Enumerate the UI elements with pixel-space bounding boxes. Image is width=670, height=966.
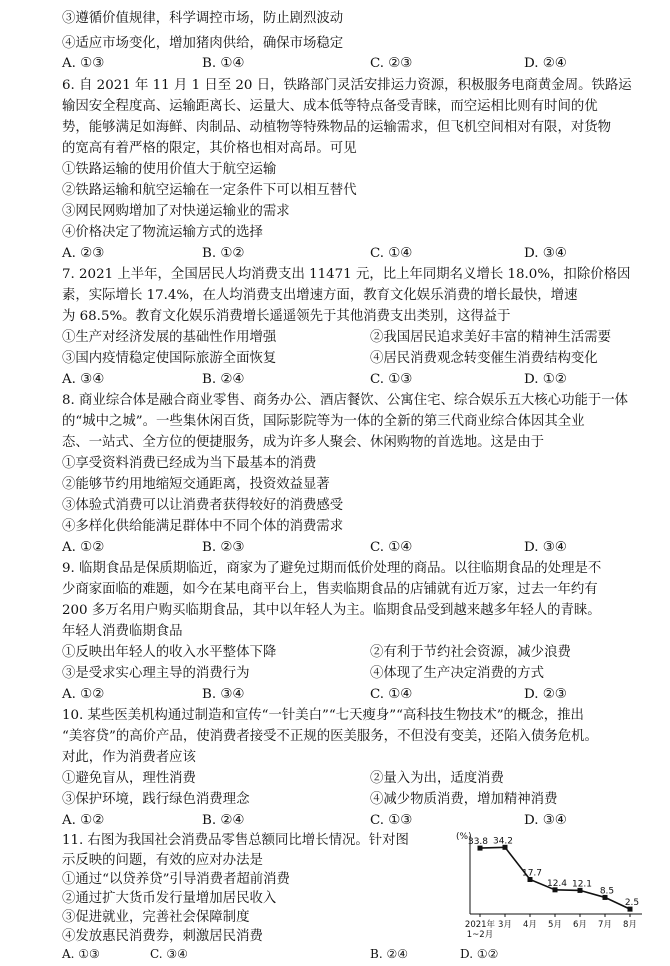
chart-value-label: 12.4 [546, 878, 568, 889]
q7-stem-line: 为 68.5%。教育文化娱乐消费增长遥遥领先于其他消费支出类别，这得益于 [62, 309, 511, 324]
q6-answer-c: C. ①④ [370, 246, 413, 261]
q10-answer-d: D. ③④ [524, 813, 567, 828]
q6-option-3: ③网民网购增加了对快递运输业的需求 [62, 204, 290, 219]
q8-answer-a: A. ①② [62, 540, 105, 555]
q8-answer-d: D. ③④ [524, 540, 567, 555]
chart-value-label: 34.2 [492, 836, 514, 847]
q7-option-1: ①生产对经济发展的基础性作用增强 [62, 330, 277, 345]
q11-option-1: ①通过“以贷养贷”引导消费者超前消费 [62, 872, 290, 887]
chart-x-tick-sublabel: 1~2月 [466, 930, 494, 940]
q8-option-1: ①享受资料消费已经成为当下最基本的消费 [62, 456, 317, 471]
q8-stem-line: 态、一站式、全方位的便捷服务，成为许多人聚会、休闲购物的首选地。这是由于 [62, 435, 545, 450]
q8-option-2: ②能够节约用地缩短交通距离，投资效益显著 [62, 477, 330, 492]
q9-stem-line: 少商家面临的难题，如今在某电商平台上，售卖临期食品的店铺就有近万家，过去一年约有 [62, 582, 598, 597]
chart-x-tick-label: 8月 [623, 920, 637, 930]
retail-growth-chart [450, 828, 650, 940]
q10-answer-b: B. ②④ [202, 813, 245, 828]
q8-stem-line: 的“城中之城”。一些集休闲百货，国际影院等为一体的全新的第三代商业综合体因其全业 [62, 414, 585, 429]
q9-option-2: ②有利于节约社会资源，减少浪费 [370, 645, 571, 660]
q7-answer-a: A. ③④ [62, 372, 105, 387]
q6-stem-line: 6. 自 2021 年 11 月 1 日至 20 日，铁路部门灵活安排运力资源，积极服务电商黄金周。铁路运 [62, 78, 632, 93]
q7-answer-b: B. ②④ [202, 372, 245, 387]
q6-stem-line: 的宽高有着严格的限定，其价格也相对高昂。可见 [62, 141, 357, 156]
chart-x-tick-label: 5月 [548, 920, 562, 930]
q7-stem-line: 素，实际增长 17.4%，在人均消费支出增速方面，教育文化娱乐消费的增长最快，增速 [62, 288, 578, 303]
q7-option-3: ③国内疫情稳定使国际旅游全面恢复 [62, 351, 277, 366]
q8-option-3: ③体验式消费可以让消费者获得较好的消费感受 [62, 498, 344, 513]
q11-answer-b: B. ②④ [370, 947, 408, 961]
chart-x-tick-label: 3月 [498, 920, 512, 930]
q5-answer-a: A. ①③ [62, 56, 105, 71]
chart-value-label: 17.7 [521, 868, 543, 879]
q9-stem-line: 年轻人消费临期食品 [62, 624, 183, 639]
chart-x-tick-label: 7月 [598, 920, 612, 930]
q7-option-2: ②我国居民追求美好丰富的精神生活需要 [370, 330, 612, 345]
q10-answer-c: C. ①③ [370, 813, 413, 828]
q5-answer-d: D. ②④ [524, 56, 567, 71]
q9-answer-a: A. ①② [62, 687, 105, 702]
q6-stem-line: 势，能够满足如海鲜、肉制品、动植物等特殊物品的运输需求，但飞机空间相对有限，对货物 [62, 120, 612, 135]
chart-value-label: 8.5 [599, 886, 615, 897]
chart-x-tick-label: 4月 [523, 920, 537, 930]
q9-stem-line: 9. 临期食品是保质期临近，商家为了避免过期而低价处理的商品。以往临期食品的处理是不 [62, 561, 602, 576]
q10-option-4: ④减少物质消费，增加精神消费 [370, 792, 558, 807]
q5-answer-b: B. ①④ [202, 56, 245, 71]
q10-option-3: ③保护环境，践行绿色消费理念 [62, 792, 250, 807]
q10-option-1: ①避免盲从，理性消费 [62, 771, 196, 786]
q10-stem-line: 对此，作为消费者应该 [62, 750, 196, 765]
chart-value-label: 12.1 [571, 879, 593, 890]
chart-value-label: 2.5 [624, 898, 640, 909]
q9-answer-c: C. ①④ [370, 687, 413, 702]
q9-answer-d: D. ②③ [524, 687, 567, 702]
q6-option-2: ②铁路运输和航空运输在一定条件下可以相互替代 [62, 183, 357, 198]
chart-x-tick-label: 2021年 [464, 920, 496, 930]
q6-answer-a: A. ②③ [62, 246, 105, 261]
q6-answer-d: D. ③④ [524, 246, 567, 261]
q8-answer-c: C. ①④ [370, 540, 413, 555]
q5-option-3: ③遵循价值规律，科学调控市场，防止剧烈波动 [62, 11, 344, 26]
q9-option-4: ④体现了生产决定消费的方式 [370, 666, 545, 681]
q11-stem-line: 11. 右图为我国社会消费品零售总额同比增长情况。针对图 [62, 833, 409, 848]
q10-stem-line: 10. 某些医美机构通过制造和宣传“一针美白”“七天瘦身”“高科技生物技术”的概念，推出 [62, 708, 584, 723]
q9-stem-line: 200 多万名用户购买临期食品，其中以年轻人为主。临期食品受到越来越多年轻人的青睐。 [62, 603, 601, 618]
q5-option-4: ④适应市场变化，增加猪肉供给，确保市场稳定 [62, 36, 344, 51]
q8-answer-b: B. ②③ [202, 540, 245, 555]
chart-x-tick-label: 6月 [573, 920, 587, 930]
q5-answer-c: C. ②③ [370, 56, 413, 71]
q7-stem-line: 7. 2021 上半年，全国居民人均消费支出 11471 元，比上年同期名义增长 18.0%，扣除价格因 [62, 267, 631, 282]
q6-option-1: ①铁路运输的使用价值大于航空运输 [62, 162, 277, 177]
q11-answer-d: D. ①② [460, 947, 499, 961]
q7-answer-c: C. ①③ [370, 372, 413, 387]
chart-ylabel: (%) [456, 832, 472, 842]
q9-option-3: ③是受求实心理主导的消费行为 [62, 666, 250, 681]
q7-option-4: ④居民消费观念转变催生消费结构变化 [370, 351, 598, 366]
q11-answer-a: A. ①③ [62, 947, 100, 961]
q9-option-1: ①反映出年轻人的收入水平整体下降 [62, 645, 277, 660]
q9-answer-b: B. ③④ [202, 687, 245, 702]
q10-answer-a: A. ①② [62, 813, 105, 828]
chart-value-label: 33.8 [467, 837, 489, 848]
q11-option-4: ④发放惠民消费券，刺激居民消费 [62, 929, 263, 944]
q11-option-3: ③促进就业，完善社会保障制度 [62, 910, 250, 925]
q11-option-2: ②通过扩大货币发行量增加居民收入 [62, 891, 277, 906]
q6-option-4: ④价格决定了物流运输方式的选择 [62, 225, 263, 240]
q11-answer-c: C. ③④ [150, 947, 188, 961]
q6-answer-b: B. ①② [202, 246, 245, 261]
q10-stem-line: “美容贷”的高价产品，使消费者接受不正规的医美服务，不但没有变美，还陷入债务危机。 [62, 729, 598, 744]
q7-answer-d: D. ①② [524, 372, 567, 387]
q10-option-2: ②量入为出，适度消费 [370, 771, 504, 786]
q6-stem-line: 输因安全程度高、运输距离长、运量大、成本低等特点备受青睐，而空运相比则有时间的优 [62, 99, 598, 114]
q11-stem-line: 示反映的问题，有效的应对办法是 [62, 853, 263, 868]
q8-stem-line: 8. 商业综合体是融合商业零售、商务办公、酒店餐饮、公寓住宅、综合娱乐五大核心功能于一体 [62, 393, 629, 408]
q8-option-4: ④多样化供给能满足群体中不同个体的消费需求 [62, 519, 344, 534]
